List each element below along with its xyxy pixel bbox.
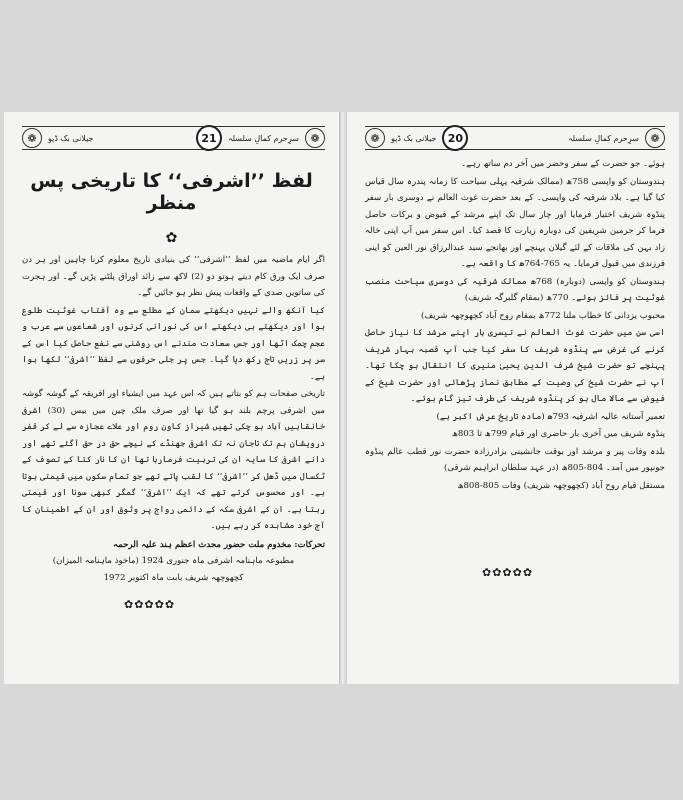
header-right-text: سرِحرم کمالِ سلسلہ [567,133,639,143]
paragraph: تاریخی صفحات ہم کو بتاتے ہیں کہ اس عہد میں ایشیاء اور افریقہ کے گوشہ گوشہ میں اشرفی پرچم بلند ہو گیا تھا اور صرف ملک چین میں بیس (30) اشرفی خانقاہیں آباد ہو چکی تھیں شیراز کاون روم اور علاے عجازہ سے لے کر قفر درویشان ہم تک تاجان نہ تک اشرفی جھنڈے کے نیچے حق در حق آگئے تھے اور دانے اشرفی کا سایہ ان کی تربیت فرمارہا تھا ان کا نار کتا کے تصوف کے ٹکسال میں ڈھل کر ’’اشرفی‘‘ کا لقب پاتے تھے جو تمام سکوں میں قیمتی ہوتا ہے۔ اور محسوس کرتے تھے کہ ایک ’’اشرفی‘‘ گمگر کبھی سونا اور قیمتی رہتا ہے۔ ان کے اشرفی سکہ کے دائمی رواج پر وثوق اور ان کے اطمینان کا آج خود مشاہدہ کر رہے ہیں۔ [22,389,325,531]
reference-source: مطبوعہ ماہنامہ اشرفی ماہ جنوری 1924 (ماخوذ ماہنامہ المیزان) [52,556,295,566]
page-21 [4,112,339,684]
header-text: جیلانی بک ڈپو [48,133,94,143]
stars-ornament-icon: ✿✿✿✿✿ [482,566,534,579]
text-line: ہوئے۔ جو حضرت کے سفر وحضر میں آخر دم ساتھ رہے۔ [461,159,665,169]
reference-author: مخدوم ملت حضور محدث اعظم ہند علیہ الرحمہ [113,539,292,550]
text-line: محبوب یزدانی کا خطاب ملنا 772ھ بمقام روح آباد کچھوچھہ شریف) [421,310,665,321]
text-line: تعمیر آستانہ عالیہ اشرفیہ 793ھ (مادہ تاریخ عرش اکبر ہے) [436,411,665,422]
flower-icon: ✿ [165,230,178,246]
page-title: لفظ ’’اشرفی‘‘ کا تاریخی پس منظر [30,170,313,214]
text-line: ہندوستان کو واپسی (دوبارہ) 768ھ ممالک شرقیہ کی دوسری سیاحت منصب غوثیت پر فائز ہوئے۔ 770ھ (بمقام گلبرگہ شریف) [365,276,665,303]
page-number: 20 [442,125,468,151]
body-text [22,252,325,586]
ornament-icon: ❁ [365,128,385,148]
page-header [365,126,665,150]
reference-label: تحرکات: مخدوم ملت حضور محدث اعظم ہند علیہ الرحمہ [113,539,325,550]
ornament-icon: ❁ [22,128,42,148]
text-line: پنڈوہ شریف میں آخری بار حاضری اور قیام 799ھ تا 803ھ [451,429,665,439]
text-line: ہندوستان کو واپسی 758ھ (ممالک شرقیہ پہلی سیاحت کا زمانہ پندرہ سال قیاس کیا گیا ہے۔ بلاد شرقیہ کی واپسی۔ کے بعد حضرت غوث العالم نے دوسری بار سفر پنڈوہ شریف اختیار فرمایا اور چار سال تک اپنے مرشد کے فیوض و برکات حاصل فرما کر حرمین شریفین کی دوبارہ زیارت کا قصد کیا۔ اس سفر میں آپ اپنی خالہ زاد بہن کی ملاقات کے لئے گیلان پہنچے اور بھانجے سید عبدالرزاق نور العین کو اپنی فرزندی میں قبول فرمایا۔ یہ 765-764ھ کا واقعہ ہے۔ [365,176,666,269]
ornament-icon: ❁ [305,128,325,148]
header-text: جیلانی بک ڈپو [391,133,437,143]
paragraph: کیا آنکھ والے نہیں دیکھتے سمان کے مطلع سے وہ آفتاب غوثیت طلوع ہوا اور دیکھتے ہی دیکھتے اس کی نورانی کرنوں اور شعاعوں سے عرب و عجم چمک اٹھا اور جس سعادت مندنے اس روشنی سے نفع حاصل کیا اس کے سر پر زریں تاج رکھ دیا گیا۔ جس پر جلی حرفوں سے لفظ ’’اشرفی‘‘ لکھا ہوا ہے۔ [22,305,325,382]
paragraph: اگر ایام ماضیہ میں لفظ ’’اشرفی‘‘ کی بنیادی تاریخ معلوم کرنا چاہیں اور ہر دن صرف ایک ورق کام دیتے ہوتو دو (2) لاکھ سے زائد اوراق پلٹنے پڑیں گے۔ اور ہجرت کی ساتویں صدی کے واقعات پیش نظر ہو جائیں گے۔ [22,255,325,298]
text-line: اسی سن میں حضرت غوث العالم نے تیسری بار اپنے مرشد کا نیاز حاصل کرنے کی غرض سے پنڈوہ شریف کا سفر کیا جب آپ قصبہ بہار شریف پہنچے تو حضرت شیخ شرف الدین یحییٰ منیری کا انتقال ہو چکا تھا۔ آپ نے حضرت شیخ کی وصیت کے مطابق نماز پڑھائی اور حضرت شیخ کے فیوض سے مالا مال ہو کر پنڈوہ شریف کی طرف تیز گام ہوئے۔ [365,328,665,404]
ornament-icon: ❁ [645,128,665,148]
stars-ornament-icon: ✿✿✿✿✿ [124,598,176,611]
page-header [22,126,325,150]
header-right-text: سرِحرم کمالِ سلسلہ [227,133,299,143]
text-line: مستقل قیام روح آباد (کچھوچھہ شریف) وفات 805-808ھ [457,480,665,491]
book-gutter [339,112,347,684]
book-spread [4,112,679,684]
page-number: 21 [196,125,222,151]
body-text [365,156,665,495]
text-line: بلدہ وفات پیر و مرشد اور بوقت جانشینی برادرزادہ حضرت نور قطب عالم پنڈوہ جونپور میں آمد۔ 804-805ھ (در عہد سلطان ابراہیم شرقی) [365,446,665,473]
page-20 [347,112,679,684]
reference-source: کچھوچھہ شریف بابت ماہ اکتوبر 1972 [103,572,244,583]
